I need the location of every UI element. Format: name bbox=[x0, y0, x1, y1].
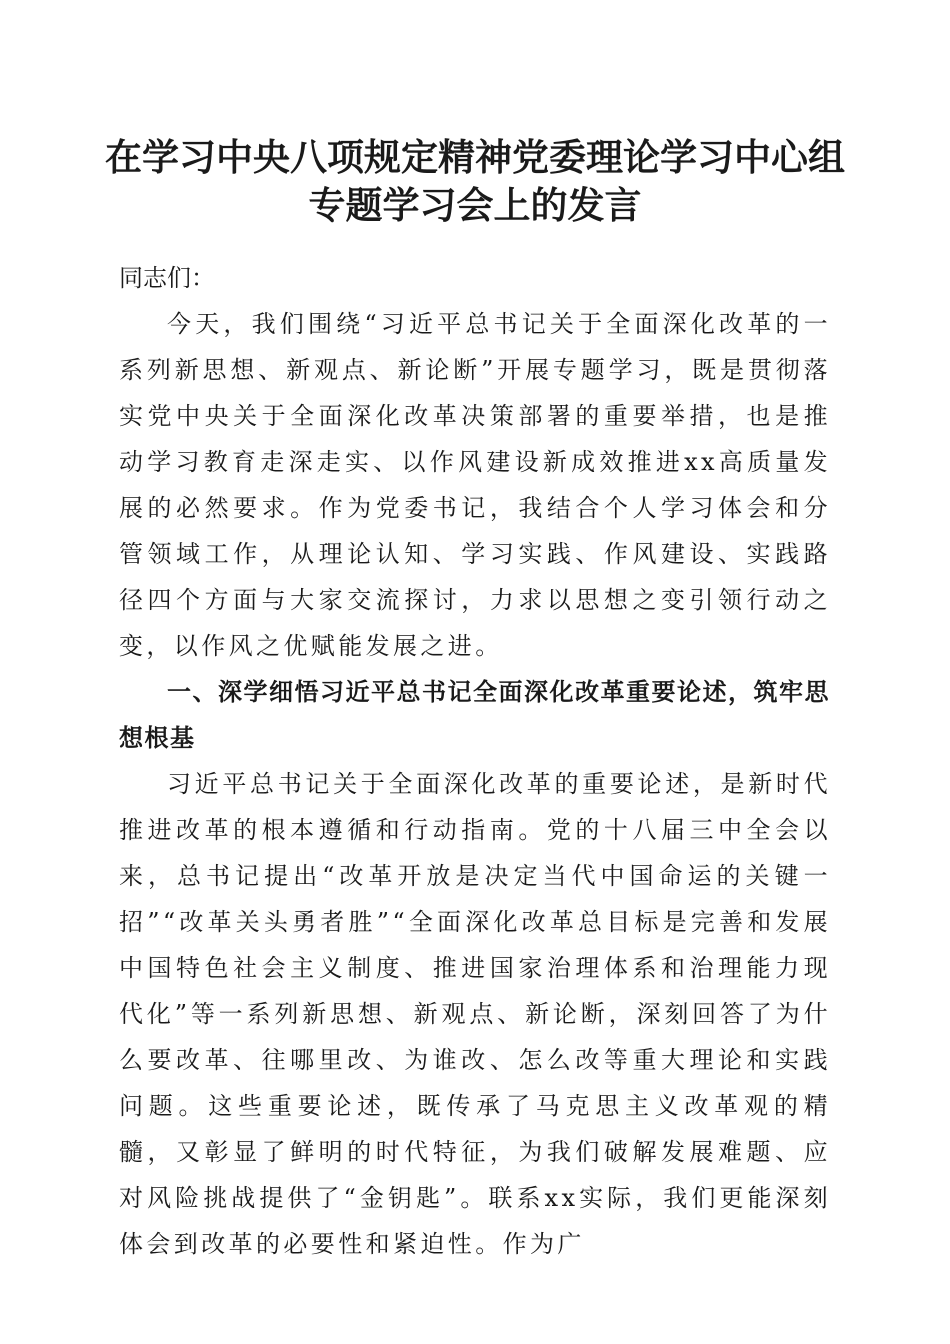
paragraph-section-1: 习近平总书记关于全面深化改革的重要论述，是新时代推进改革的根本遵循和行动指南。党的十八届三中全会以来，总书记提出“改革开放是决定当代中国命运的关键一招”“改革关头勇者胜”“全面深化改革总目标是完善和发展中国特色社会主义制度、推进国家治理体系和治理能力现代化”等一系列新思想、新观点、新论断，深刻回答了为什么要改革、往哪里改、为谁改、怎么改等重大理论和实践问题。这些重要论述，既传承了马克思主义改革观的精髓，又彰显了鲜明的时代特征，为我们破解发展难题、应对风险挑战提供了“金钥匙”。联系xx实际，我们更能深刻体会到改革的必要性和紧迫性。作为广 bbox=[119, 770, 831, 1258]
paragraph-intro: 今天，我们围绕“习近平总书记关于全面深化改革的一系列新思想、新观点、新论断”开展专题学习，既是贯彻落实党中央关于全面深化改革决策部署的重要举措，也是推动学习教育走深走实、以作风建设新成效推进xx高质量发展的必然要求。作为党委书记，我结合个人学习体会和分管领域工作，从理论认知、学习实践、作风建设、实践路径四个方面与大家交流探讨，力求以思想之变引领行动之变，以作风之优赋能发展之进。 bbox=[119, 310, 831, 660]
document-body bbox=[119, 255, 831, 1267]
title-line-2: 专题学习会上的发言 bbox=[308, 183, 642, 227]
document-title bbox=[80, 133, 870, 229]
title-line-1: 在学习中央八项规定精神党委理论学习中心组 bbox=[105, 135, 845, 179]
section-heading-1: 一、深学细悟习近平总书记全面深化改革重要论述，筑牢思想根基 bbox=[119, 678, 830, 752]
salutation: 同志们： bbox=[119, 264, 215, 292]
